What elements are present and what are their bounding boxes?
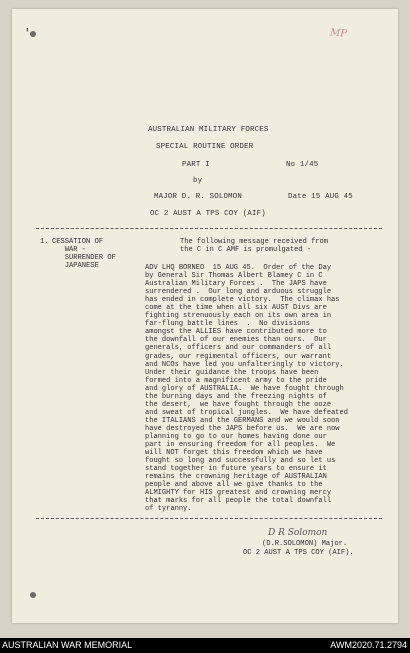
issuing-officer: MAJOR D. R. SOLOMON (154, 193, 243, 201)
header-subtitle: SPECIAL ROUTINE ORDER (156, 143, 254, 151)
part-label: PART I (182, 161, 210, 169)
order-number: No 1/45 (286, 161, 319, 169)
corner-mark: ' (24, 28, 31, 40)
punch-hole (30, 592, 36, 598)
signatory-name: (D.R.SOLOMON) Major. (262, 540, 348, 548)
footer-institution: AUSTRALIAN WAR MEMORIAL (2, 640, 133, 650)
bottom-divider (36, 518, 382, 519)
footer-bar (0, 638, 410, 653)
issuing-unit: OC 2 AUST A TPS COY (AIF) (150, 210, 266, 218)
signatory-unit: OC 2 AUST A TPS COY (AIF). (243, 549, 354, 557)
footer-accession-number: AWM2020.71.2794 (330, 640, 407, 650)
message-body: ADV LHQ BORNEO 15 AUG 45. Order of the Day by General Sir Thomas Albert Blamey C in C Australian Military Forces . The JAPS have surrendered . Our long and arduous struggle has ended in complete victory. The climax has come at the time when all six AUST Divs are fighting strenuously each on its own area in far-flung battle lines . No divisions amongst the ALLIES have contributed more to the downfall of our enemies than ours. Our generals, officers and our commanders of all grades, our regimental officers, our warrant and NCOs have led you unfalteringly to victory. Under their guidance the troops have been formed into a magnificent army to the pride and glory of AUSTRALIA. We have fought through the burning days and the freezing nights of the desert, we have fought through the ooze and sweat of tropical jungles. We have defeated the ITALIANS and the GERMANS and we would soon have destroyed the JAPS before us. We are now planning to go to our homes having done our part in ensuring freedom for all peoples. We will NOT forget this freedom which we have fought so long and successfully and so let us stand together in future years to ensure it remains the crowning heritage of AUSTRALIAN people and above all we give thanks to the ALMIGHTY for HIS greatest and crowning mercy that marks for all people the total downfall of tyranny. (145, 264, 348, 514)
by-label: by (193, 177, 203, 185)
punch-hole (30, 31, 36, 37)
header-title: AUSTRALIAN MILITARY FORCES (148, 126, 269, 134)
top-divider (36, 228, 382, 229)
section-heading: CESSATION OF WAR - SURRENDER OF JAPANESE (52, 238, 116, 270)
signature: D R Solomon (268, 528, 328, 538)
pencil-annotation: MP (329, 27, 348, 40)
order-date: Date 15 AUG 45 (288, 193, 353, 201)
intro-paragraph: The following message received from the C in C AMF is promulgated - (180, 238, 329, 255)
section-number: 1. (40, 238, 49, 246)
